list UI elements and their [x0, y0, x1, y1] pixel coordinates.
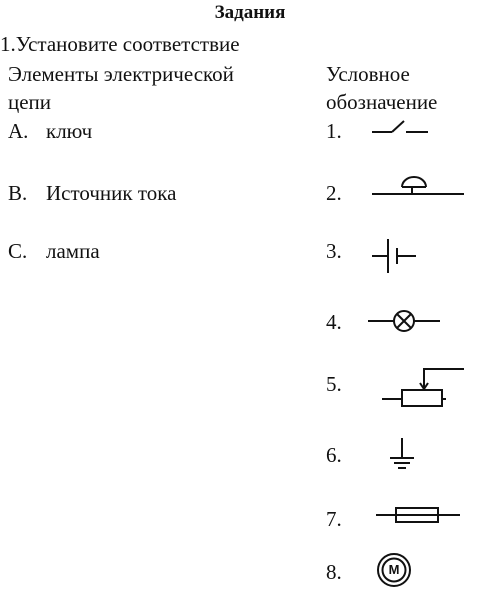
left-header-line-1: Элементы электрической: [8, 62, 234, 86]
symbol-number-8: 8.: [326, 560, 342, 584]
switch-icon: [372, 118, 428, 138]
right-header-line-1: Условное: [326, 62, 410, 86]
symbol-number-3: 3.: [326, 239, 342, 263]
symbol-number-7: 7.: [326, 507, 342, 531]
element-letter-b: B.: [8, 181, 28, 205]
element-text-c: лампа: [46, 239, 100, 263]
symbol-number-4: 4.: [326, 310, 342, 334]
motor-icon: [376, 552, 412, 588]
symbol-number-1: 1.: [326, 119, 342, 143]
battery-icon: [372, 237, 418, 275]
symbol-number-5: 5.: [326, 372, 342, 396]
element-text-b: Источник тока: [46, 181, 177, 205]
right-header-line-2: обозначение: [326, 90, 438, 114]
fuse-icon: [376, 505, 460, 525]
ground-icon: [388, 436, 416, 472]
bell-icon: [372, 176, 464, 200]
element-text-a: ключ: [46, 119, 93, 143]
element-letter-c: C.: [8, 239, 28, 263]
element-letter-a: A.: [8, 119, 29, 143]
symbol-number-6: 6.: [326, 443, 342, 467]
page-title: Задания: [214, 2, 286, 23]
rheostat-icon: [382, 366, 466, 408]
lamp-icon: [368, 308, 440, 334]
symbol-number-2: 2.: [326, 181, 342, 205]
left-header-line-2: цепи: [8, 90, 52, 114]
task-heading: 1.Установите соответствие: [0, 32, 240, 56]
motor-label: M: [388, 562, 400, 577]
